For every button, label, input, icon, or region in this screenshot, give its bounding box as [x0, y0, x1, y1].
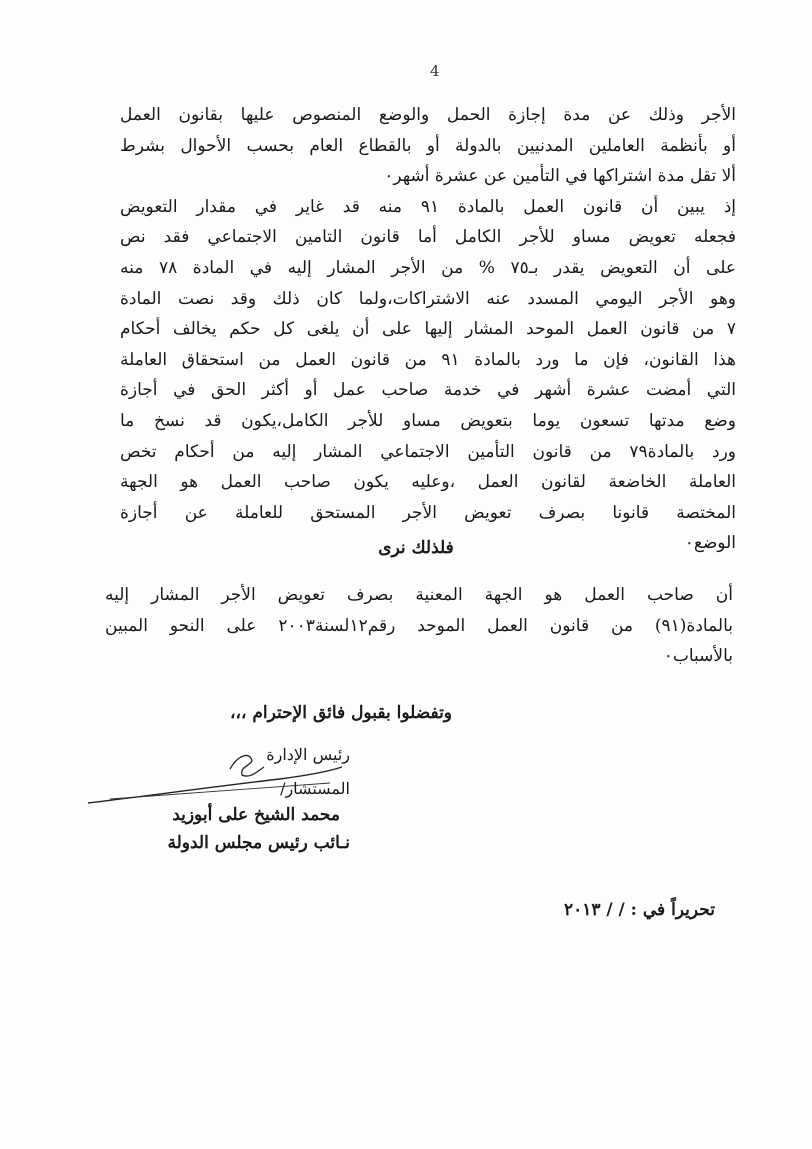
date-line: تحريراً في : / / ٢٠١٣ [563, 900, 715, 920]
body-paragraph [120, 100, 736, 559]
conclusion-line: أن صاحب العمل هو الجهة المعنية بصرف تعويض الأجر المشار إليه [105, 585, 733, 605]
body-line: العاملة الخاضعة لقانون العمل ،وعليه يكون صاحب العمل هو الجهة [120, 472, 736, 493]
body-line: ورد بالمادة٧٩ من قانون التأمين الاجتماعي المشار إليه من أحكام تخص [120, 441, 736, 462]
signature-block [80, 745, 380, 865]
body-line: ٧ من قانون العمل الموحد المشار إليها على أن يلغى كل حكم يخالف أحكام [120, 319, 736, 340]
body-line: المختصة قانونا بصرف تعويض الأجر المستحق للعاملة عن أجازة [120, 502, 736, 523]
signature-title-counselor: المستشار/ [280, 779, 350, 798]
heading-text: فلذلك نرى [378, 538, 454, 558]
closing-text: وتفضلوا بقبول فائق الإحترام ،،، [229, 703, 453, 723]
section-heading [0, 538, 812, 558]
body-line: على أن التعويض يقدر بـ٧٥ % من الأجر المشار إليه في المادة ٧٨ منه [120, 257, 736, 278]
body-line: هذا القانون، فإن ما ورد بالمادة ٩١ من قانون العمل من استحقاق العاملة [120, 349, 736, 370]
body-line: وهو الأجر اليومي المسدد عنه الاشتراكات،ولما كان ذلك وقد نصت المادة [120, 288, 736, 309]
body-line: الأجر وذلك عن مدة إجازة الحمل والوضع المنصوص عليها بقانون العمل [120, 105, 736, 125]
body-line: إذ يبين أن قانون العمل بالمادة ٩١ منه قد غاير في مقدار التعويض [120, 196, 736, 217]
signatory-role: نـائب رئيس مجلس الدولة [167, 833, 350, 853]
body-line: ألا تقل مدة اشتراكها في التأمين عن عشرة أشهر٠ [384, 166, 736, 187]
conclusion-line: بالمادة(٩١) من قانون العمل الموحد رقم١٢لسنة٢٠٠٣ على النحو المبين [105, 615, 733, 636]
signatory-name: محمد الشيخ على أبوزيد [172, 805, 340, 825]
signature-title-head: رئيس الإدارة [266, 745, 350, 764]
body-line: وضع مدتها تسعون يوما بتعويض مساو للأجر الكامل،يكون قد نسخ ما [120, 410, 736, 431]
body-line: التي أمضت عشرة أشهر في خدمة صاحب عمل أو أكثر الحق في أجازة [120, 380, 736, 401]
conclusion-line: بالأسباب٠ [663, 646, 733, 666]
body-line: أو بأنظمة العاملين المدنيين بالدولة أو بالقطاع العام بحسب الأحوال بشرط [120, 135, 736, 156]
page-number: 4 [430, 62, 440, 80]
conclusion-paragraph [105, 580, 733, 672]
body-line: الوضع٠ [684, 533, 736, 554]
body-line: فجعله تعويض مساو للأجر الكامل أما قانون التامين الاجتماعي فقد نص [120, 227, 736, 248]
closing-salutation [0, 703, 812, 723]
